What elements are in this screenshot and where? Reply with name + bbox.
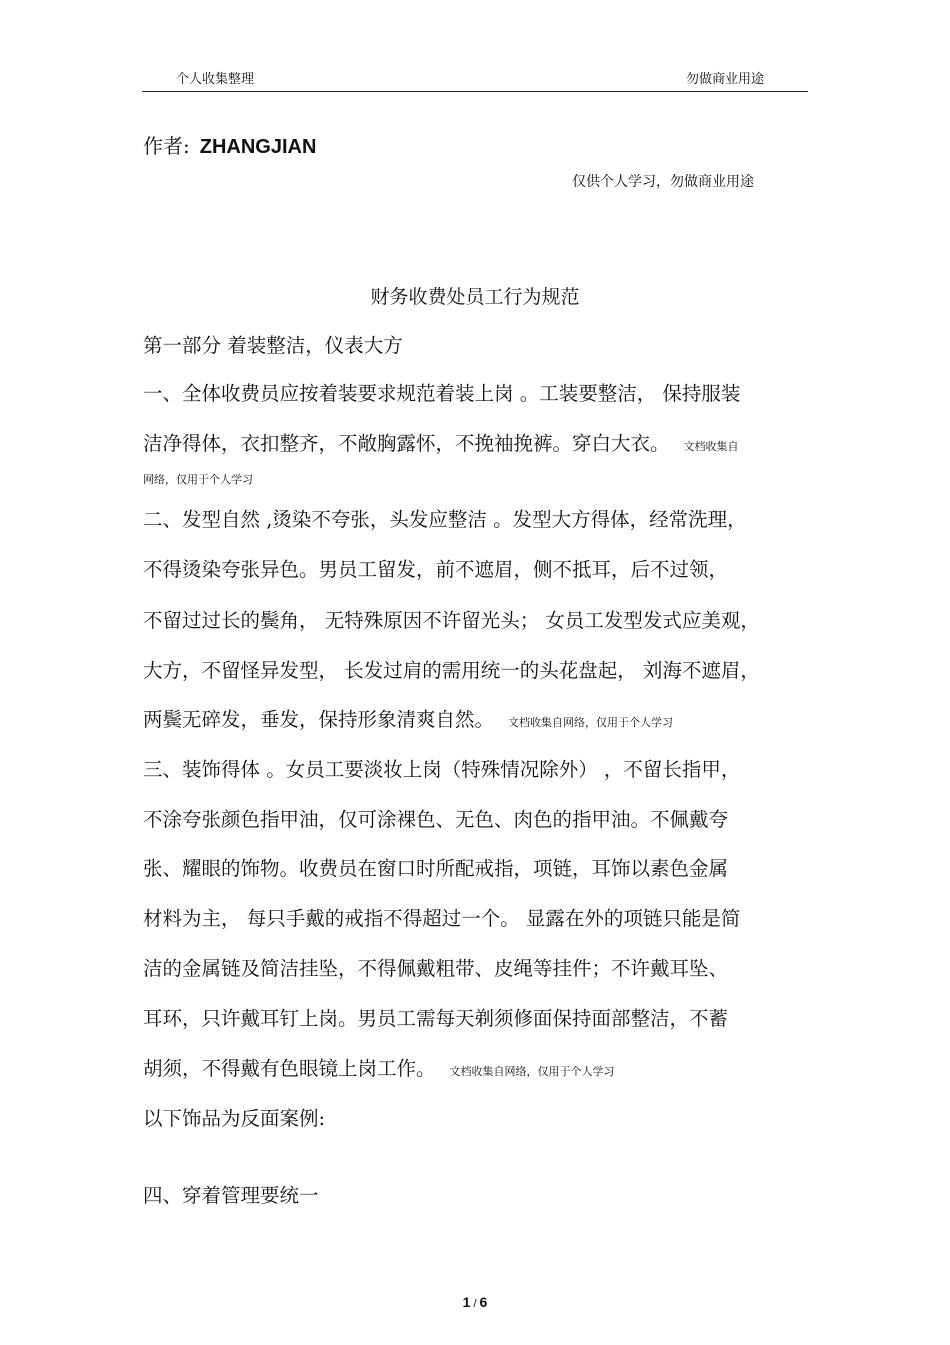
page-number: [0, 1294, 950, 1310]
paragraph-line: [143, 428, 739, 456]
paragraph-line: 二、发型自然 ,烫染不夸张，头发应整洁 。发型大方得体，经常洗理，: [143, 508, 747, 531]
paragraph-text: 胡须，不得戴有色眼镜上岗工作。: [143, 1057, 436, 1080]
source-note: 文档收集自: [683, 440, 739, 453]
paragraph-line: 以下饰品为反面案例:: [143, 1107, 326, 1130]
paragraph-text: 洁净得体，衣扣整齐，不敞胸露怀，不挽袖挽裤。穿白大衣。: [143, 432, 670, 455]
source-note: 网络，仅用于个人学习: [143, 473, 253, 486]
paragraph-line: 耳环，只许戴耳钉上岗。男员工需每天剃须修面保持面部整洁，不蓄: [143, 1007, 729, 1030]
paragraph-line: 张、耀眼的饰物。收费员在窗口时所配戒指，项链，耳饰以素色金属: [143, 857, 729, 880]
subtitle-notice: 仅供个人学习，勿做商业用途: [572, 174, 754, 190]
source-note: 文档收集自网络，仅用于个人学习: [508, 716, 674, 729]
section-heading: 四、穿着管理要统一: [143, 1184, 319, 1207]
paragraph-line: 大方，不留怪异发型， 长发过肩的需用统一的头花盘起， 刘海不遮眉，: [143, 659, 760, 682]
total-pages: 6: [479, 1294, 488, 1310]
author-line: [143, 130, 316, 159]
source-note: 文档收集自网络，仅用于个人学习: [449, 1065, 615, 1078]
page-separator: /: [473, 1298, 477, 1310]
paragraph-line: 不得烫染夸张异色。男员工留发，前不遮眉，侧不抵耳，后不过领，: [143, 558, 729, 581]
document-title: 财务收费处员工行为规范: [370, 286, 580, 308]
paragraph-text: 两鬓无碎发，垂发，保持形象清爽自然。: [143, 708, 495, 731]
paragraph-line: 一、全体收费员应按着装要求规范着装上岗 。工装要整洁， 保持服装: [143, 382, 741, 405]
header-rule: [142, 91, 808, 92]
author-label: 作者:: [143, 134, 190, 158]
current-page: 1: [462, 1294, 471, 1310]
header-right-text: 勿做商业用途: [686, 72, 765, 87]
paragraph-line: [143, 1053, 615, 1081]
paragraph-line: 洁的金属链及简洁挂坠，不得佩戴粗带、皮绳等挂件；不许戴耳坠、: [143, 957, 729, 980]
paragraph-line: 不留过过长的鬓角， 无特殊原因不许留光头； 女员工发型发式应美观，: [143, 609, 760, 632]
paragraph-line: 三、装饰得体 。女员工要淡妆上岗（特殊情况除外） ，不留长指甲，: [143, 758, 741, 781]
author-name: ZHANGJIAN: [199, 136, 317, 158]
paragraph-line: 材料为主， 每只手戴的戒指不得超过一个。 显露在外的项链只能是简: [143, 907, 741, 930]
section-heading: 第一部分 着装整洁，仪表大方: [143, 334, 403, 357]
paragraph-line: [143, 704, 673, 732]
header-left-text: 个人收集整理: [176, 72, 255, 87]
paragraph-line: 不涂夸张颜色指甲油，仅可涂裸色、无色、肉色的指甲油。不佩戴夸: [143, 808, 729, 831]
